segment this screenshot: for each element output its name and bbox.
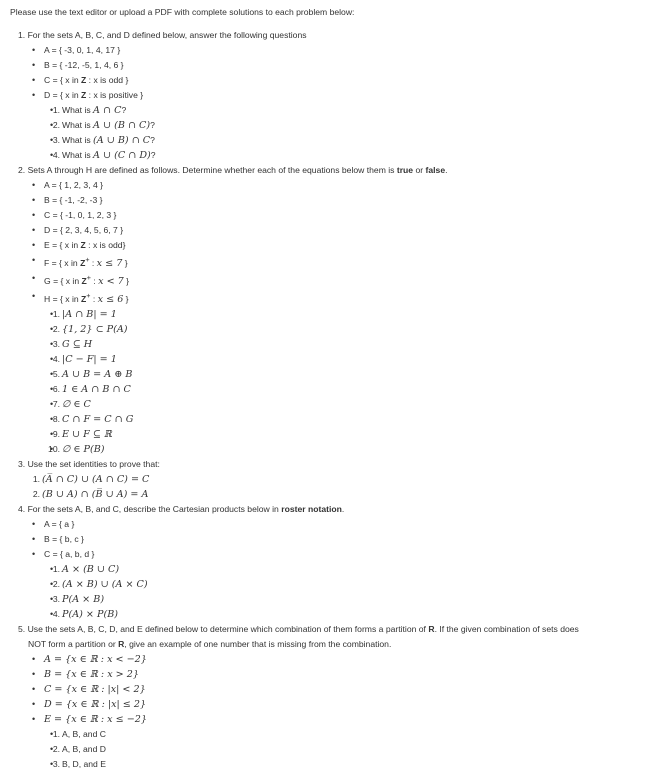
- combination: • 3. B, D, and E: [62, 757, 670, 772]
- cartesian-product: • 4. P(A) × P(B): [62, 607, 670, 622]
- question-number: 1.: [18, 30, 26, 40]
- question-number: 2.: [18, 165, 26, 175]
- set-definitions: [18, 517, 670, 622]
- set-f-definition: • F = { x in Z+ : x ≤ 7 }: [44, 253, 670, 271]
- set-h-definition: • H = { x in Z+ : x ≤ 6 } • 1. |A ∩ B| = 1 • 2. {1, 2} ⊂ P(A) • 3. G ⊆ H • 4. |C − F| = 1 • 5. A ∪ B = A ⊕ B • 6. 1 ∈ A ∩ B ∩ C • 7. ∅ ∈ C • 8. C ∩ F = C ∩ G • 9. E ∪ F ⊆ ℝ • 10. ∅ ∈ P(B): [44, 289, 670, 457]
- identity: 2. (B ∪ A) ∩ (B̅ ∪ A) = A: [32, 488, 149, 500]
- question-3: [18, 457, 670, 502]
- combinations: [44, 727, 670, 772]
- question-1: [18, 28, 670, 163]
- set-b-definition: • B = { -1, -2, -3 }: [44, 193, 670, 208]
- set-b-definition: • B = {x ∈ ℝ : x > 2}: [44, 667, 670, 682]
- question-4: 4. For the sets A, B, and C, describe the Cartesian products below in roster notation. • A = { a } • B = { b, c } • C = { a, b, d } • 1. A × (B ∪ C) • 2. (A × B) ∪ (A × C) • 3. P(A × B) • 4. P(A) × P(B): [18, 502, 670, 622]
- identities: [18, 472, 670, 502]
- sub-question: • 4. What is A ∪ (C ∩ D)?: [62, 148, 670, 163]
- set-e-definition: • E = {x ∈ ℝ : x ≤ −2} • 1. A, B, and C • 2. A, B, and D • 3. B, D, and E: [44, 712, 670, 772]
- sub-questions: [44, 307, 670, 457]
- question-number: 3.: [18, 458, 26, 469]
- sub-question: • 1. What is A ∩ C?: [62, 103, 670, 118]
- set-definitions: [18, 652, 670, 772]
- set-a-definition: • A = { 1, 2, 3, 4 }: [44, 178, 670, 193]
- equation: • 6. 1 ∈ A ∩ B ∩ C: [62, 382, 670, 397]
- set-a-definition: • A = {x ∈ ℝ : x < −2}: [44, 652, 670, 667]
- equation: • 5. A ∪ B = A ⊕ B: [62, 367, 670, 382]
- equation: • 3. G ⊆ H: [62, 337, 670, 352]
- set-b-definition: • B = { b, c }: [44, 532, 670, 547]
- set-c-definition: • C = { -1, 0, 1, 2, 3 }: [44, 208, 670, 223]
- equation: • 4. |C − F| = 1: [62, 352, 670, 367]
- sub-question: • 2. What is A ∪ (B ∩ C)?: [62, 118, 670, 133]
- set-g-definition: • G = { x in Z+ : x < 7 }: [44, 271, 670, 289]
- sub-questions: [44, 562, 670, 622]
- set-e-definition: • E = { x in Z : x is odd}: [44, 238, 670, 253]
- combination: • 2. A, B, and D: [62, 742, 670, 757]
- instructions: Please use the text editor or upload a PDF with complete solutions to each problem below:: [10, 7, 355, 17]
- set-definitions: [18, 43, 670, 163]
- sub-question: • 3. What is (A ∪ B) ∩ C?: [62, 133, 670, 148]
- set-a-definition: • A = { -3, 0, 1, 4, 17 }: [44, 43, 670, 58]
- equation: • 1. |A ∩ B| = 1: [62, 307, 670, 322]
- combination: • 1. A, B, and C: [62, 727, 670, 742]
- equation: • 10. ∅ ∈ P(B): [62, 442, 670, 457]
- equation: • 7. ∅ ∈ C: [62, 397, 670, 412]
- set-d-definition: • D = { x in Z : x is positive } • 1. What is A ∩ C? • 2. What is A ∪ (B ∩ C)? • 3. What is (A ∪ B) ∩ C? • 4. What is A ∪ (C ∩ D)?: [44, 88, 670, 163]
- question-5: 5. Use the sets A, B, C, D, and E defined below to determine which combination of them forms a partition of R. If the given combination of sets does NOT form a partition or R, give an example of one number that is missing from the combination. • A = {x ∈ ℝ : x < −2} • B = {x ∈ ℝ : x > 2} • C = {x ∈ ℝ : |x| < 2} • D = {x ∈ ℝ : |x| ≤ 2} • E = {x ∈ ℝ : x ≤ −2} • 1. A, B, and C • 2. A, B, and D • 3. B, D, and E: [18, 622, 670, 772]
- equation: • 2. {1, 2} ⊂ P(A): [62, 322, 670, 337]
- question-title: For the sets A, B, C, and D defined below, answer the following questions: [27, 30, 307, 40]
- question-number: 5.: [18, 623, 26, 634]
- set-c-definition: • C = {x ∈ ℝ : |x| < 2}: [44, 682, 670, 697]
- set-a-definition: • A = { a }: [44, 517, 670, 532]
- set-b-definition: • B = { -12, -5, 1, 4, 6 }: [44, 58, 670, 73]
- cartesian-product: • 3. P(A × B): [62, 592, 670, 607]
- equation: • 8. C ∩ F = C ∩ G: [62, 412, 670, 427]
- cartesian-product: • 1. A × (B ∪ C): [62, 562, 670, 577]
- equation: • 9. E ∪ F ⊆ ℝ: [62, 427, 670, 442]
- sub-questions: [44, 103, 670, 163]
- question-2: 2. Sets A through H are defined as follows. Determine whether each of the equations below them is true or false. • A = { 1, 2, 3, 4 } • B = { -1, -2, -3 } • C = { -1, 0, 1, 2, 3 } • D = { 2, 3, 4, 5, 6, 7 } • E = { x in Z : x is odd} • F = { x in Z+ : x ≤ 7 } • G = { x in Z+ : x < 7 } • H = { x in Z+ : x ≤ 6 } • 1. |A ∩ B| = 1 • 2. {1, 2} ⊂ P(A) • 3. G ⊆ H • 4. |C − F| = 1 • 5. A ∪ B = A ⊕ B • 6. 1 ∈ A ∩ B ∩ C • 7. ∅ ∈ C • 8. C ∩ F = C ∩ G • 9. E ∪ F ⊆ ℝ • 10. ∅ ∈ P(B): [18, 163, 670, 457]
- cartesian-product: • 2. (A × B) ∪ (A × C): [62, 577, 670, 592]
- identity: 1. (A̅ ∩ C) ∪ (A ∩ C) = C: [32, 473, 150, 485]
- set-c-definition: • C = { a, b, d } • 1. A × (B ∪ C) • 2. (A × B) ∪ (A × C) • 3. P(A × B) • 4. P(A) × P(B): [44, 547, 670, 622]
- set-definitions: [18, 178, 670, 457]
- question-number: 4.: [18, 503, 26, 514]
- set-d-definition: • D = {x ∈ ℝ : |x| ≤ 2}: [44, 697, 670, 712]
- set-c-definition: • C = { x in Z : x is odd }: [44, 73, 670, 88]
- set-d-definition: • D = { 2, 3, 4, 5, 6, 7 }: [44, 223, 670, 238]
- question-title: Use the set identities to prove that:: [27, 458, 160, 469]
